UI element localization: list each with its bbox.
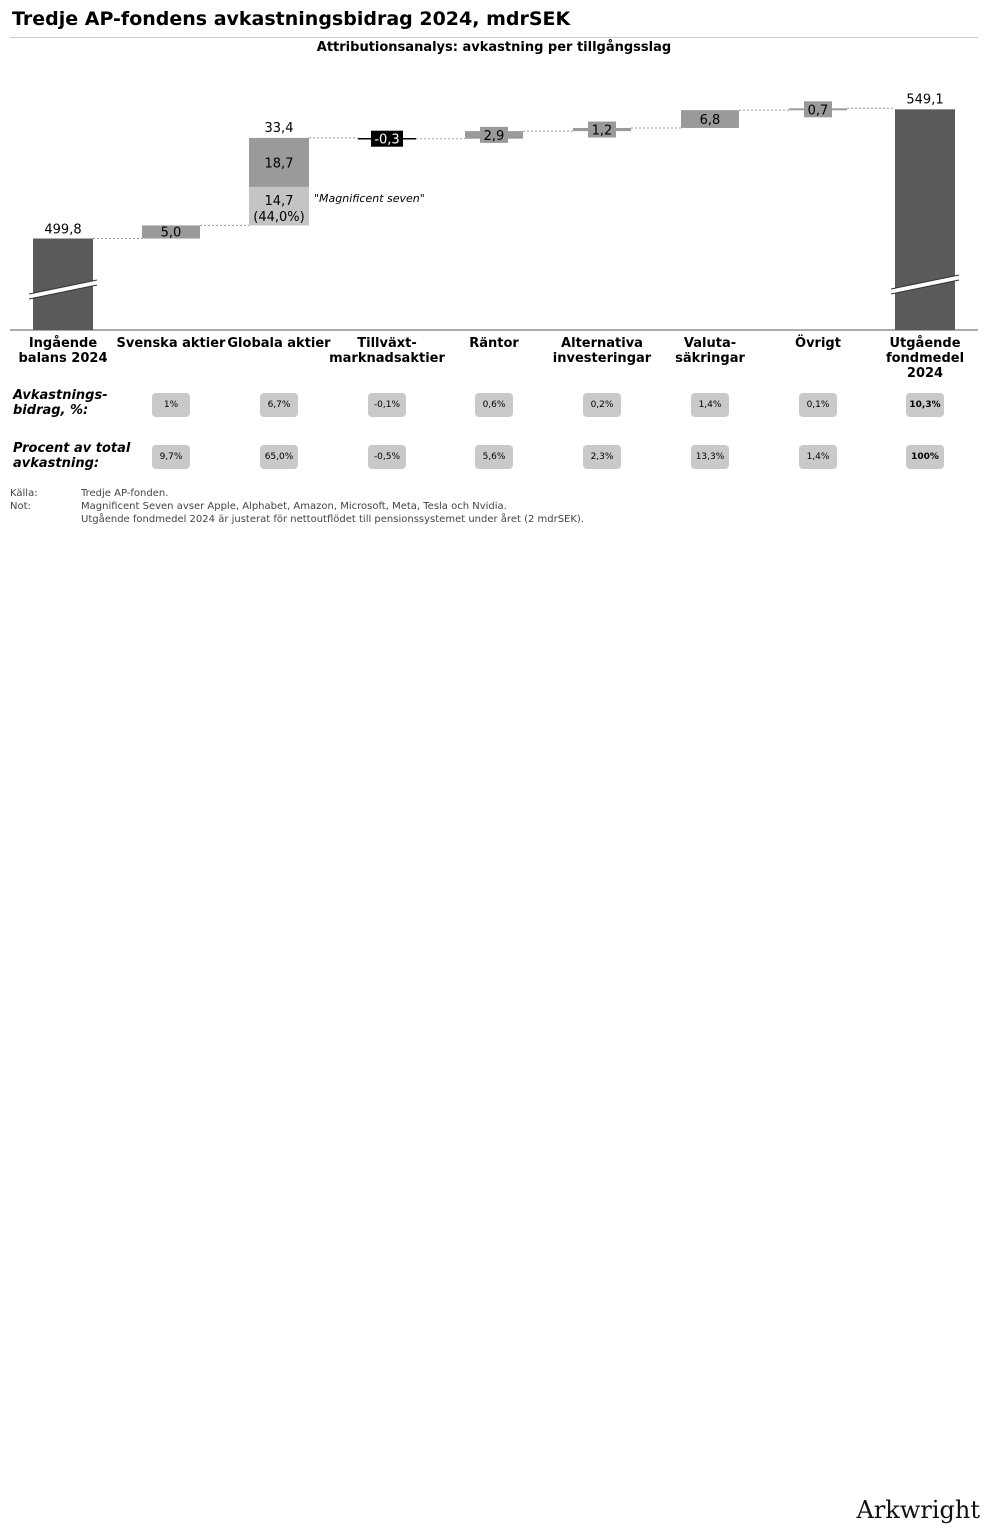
avkastningsbidrag-value: 0,1% [799,393,837,417]
procent-av-total-value: 5,6% [475,445,513,469]
category-label: Ingående balans 2024 [18,336,108,366]
category-label: Svenska aktier [116,336,226,351]
label-rantor: 2,9 [483,128,505,144]
procent-av-total-value: 13,3% [691,445,729,469]
category-label: Utgående fondmedel 2024 [885,336,965,381]
procent-av-total-value: 100% [906,445,944,469]
category-label: Räntor [469,336,519,351]
procent-av-total-value: 9,7% [152,445,190,469]
procent-av-total-value: 2,3% [583,445,621,469]
procent-av-total-value: 1,4% [799,445,837,469]
label-svenska-aktier: 5,0 [160,225,182,241]
procent-av-total-value: 65,0% [260,445,298,469]
footnote-note-key: Not: [10,501,31,512]
footnote-note-2: Utgående fondmedel 2024 är justerat för nettoutflödet till pensionssystemet under året (2 mdrSEK). [81,514,585,525]
label-valutasakringar: 6,8 [699,113,721,129]
category-label: Tillväxt- marknadsaktier [329,336,445,366]
label-ingaende-balans: 499,8 [44,222,82,238]
waterfall-chart [0,0,988,340]
bar-utgaende-fondmedel [895,109,955,330]
row-label-procent-av-total: Procent av total avkastning: [13,441,131,471]
footnote-source: Tredje AP-fonden. [81,488,169,499]
category-label: Övrigt [795,336,841,351]
label-tillvaxtmarknadsaktier: -0,3 [374,132,400,148]
category-label: Alternativa investeringar [552,336,652,366]
label-utgaende-fondmedel: 549,1 [906,92,944,108]
row-label-avkastningsbidrag: Avkastnings- bidrag, %: [13,388,108,418]
avkastningsbidrag-value: -0,1% [368,393,406,417]
chart-subtitle: Attributionsanalys: avkastning per tillgångsslag [316,40,672,55]
chart-title: Tredje AP-fondens avkastningsbidrag 2024, mdrSEK [12,8,571,30]
footnote-note-1: Magnificent Seven avser Apple, Alphabet, Amazon, Microsoft, Meta, Tesla och Nvidia. [81,501,507,512]
avkastningsbidrag-value: 6,7% [260,393,298,417]
avkastningsbidrag-value: 10,3% [906,393,944,417]
procent-av-total-value: -0,5% [368,445,406,469]
arkwright-logo: Arkwright [856,1496,980,1524]
avkastningsbidrag-value: 1% [152,393,190,417]
avkastningsbidrag-value: 1,4% [691,393,729,417]
category-label: Valuta- säkringar [675,336,745,366]
label-alternativa-investeringar: 1,2 [591,123,613,139]
footnote-source-key: Källa: [10,488,38,499]
label-ovrigt: 0,7 [807,103,829,119]
annotation-magnificent-seven: "Magnificent seven" [314,191,425,205]
label-globala-aktier-total: 33,4 [264,120,294,136]
avkastningsbidrag-value: 0,2% [583,393,621,417]
category-label: Globala aktier [227,336,331,351]
label-globala-magnificent-share: (44,0%) [253,209,305,225]
label-globala-magnificent-seven: 14,7 [264,193,294,209]
label-globala-ovriga: 18,7 [264,156,294,172]
avkastningsbidrag-value: 0,6% [475,393,513,417]
